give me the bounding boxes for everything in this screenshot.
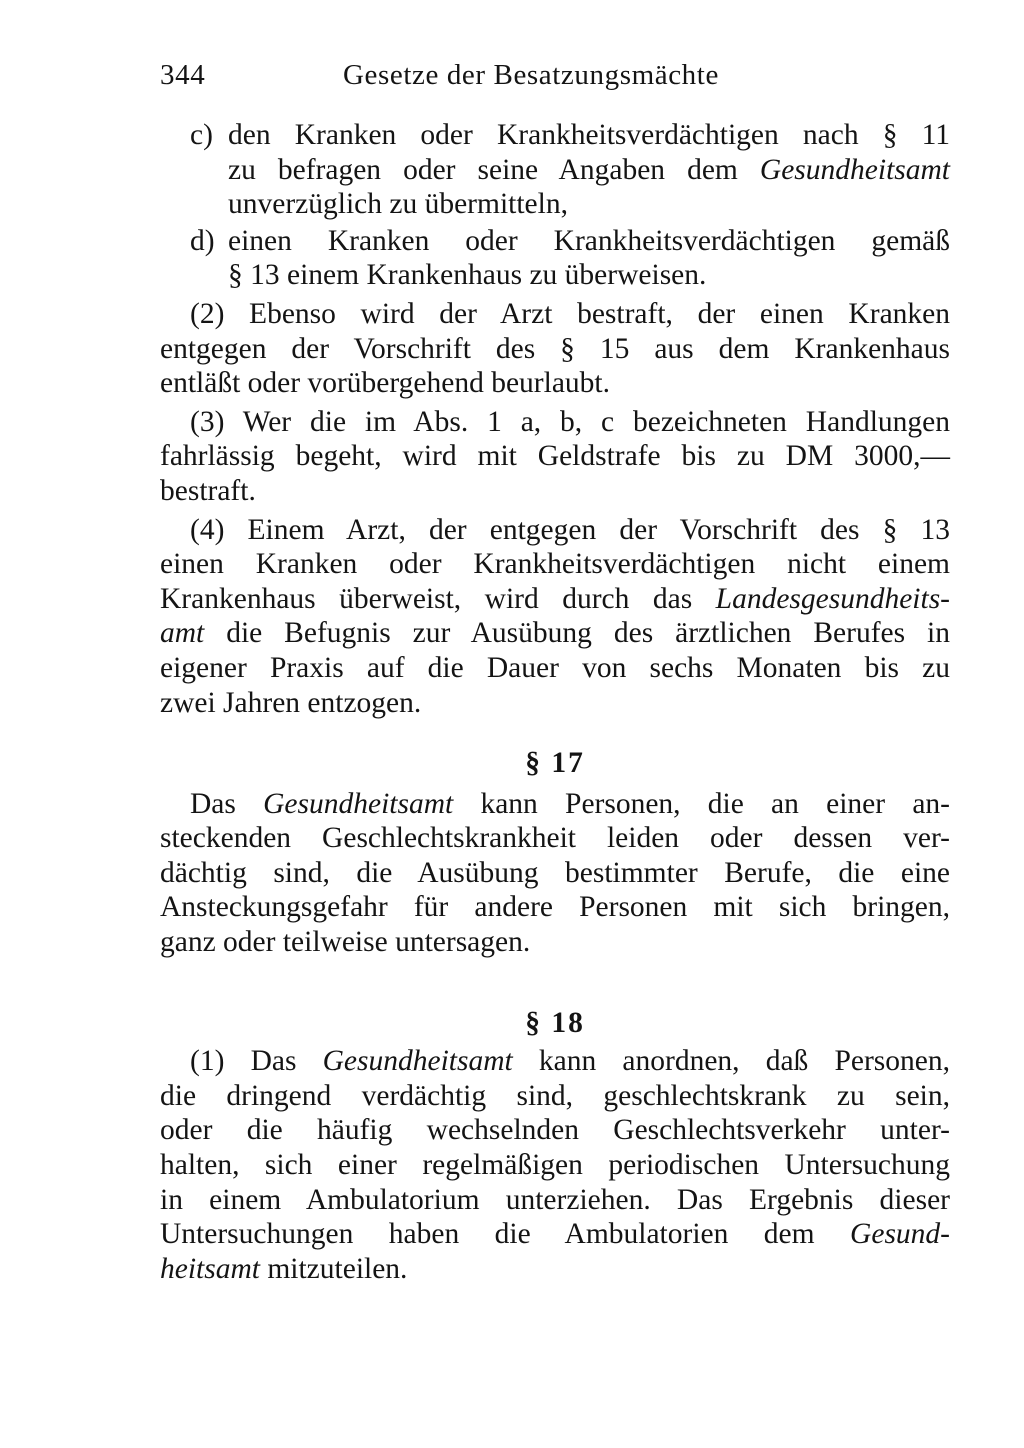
emphasis-gesund: Gesund- (850, 1218, 950, 1251)
section-18-line-4: halten, sich einer regelmäßigen periodischen Untersuchung (160, 1149, 950, 1182)
paragraph-3-line-3: bestraft. (160, 474, 256, 507)
item-c-line-2: zu befragen oder seine Angaben dem Gesundheitsamt (228, 153, 950, 186)
book-page (160, 58, 950, 1286)
paragraph-4-line-1: (4) Einem Arzt, der entgegen der Vorschrift des § 13 (190, 513, 950, 546)
emphasis-gesundheitsamt: Gesundheitsamt (759, 153, 950, 186)
section-17-line-4: Ansteckungsgefahr für andere Personen mit sich bringen, (160, 891, 950, 924)
paragraph-4 (160, 513, 950, 721)
paragraph-4-line-6: zwei Jahren entzogen. (160, 686, 422, 719)
list-item-c (160, 118, 950, 222)
paragraph-2-line-3: entläßt oder vorübergehend beurlaubt. (160, 367, 610, 400)
section-17-line-3: dächtig sind, die Ausübung bestimmter Berufe, die eine (160, 856, 950, 889)
item-c-line-3: unverzüglich zu übermitteln, (228, 188, 568, 221)
item-d-line-1: d) einen Kranken oder Krankheitsverdächtigen gemäß (190, 224, 950, 257)
running-header (160, 58, 950, 94)
emphasis-gesundheitsamt: Gesundheitsamt (263, 787, 454, 820)
emphasis-amt: amt (160, 617, 205, 650)
emphasis-landesgesundheitsamt: Landesgesundheits- (715, 582, 950, 615)
list-item-d (160, 224, 950, 293)
section-18-line-5: in einem Ambulatorium unterziehen. Das Ergebnis dieser (160, 1183, 950, 1216)
section-18-line-7: heitsamt mitzuteilen. (160, 1252, 408, 1285)
paragraph-4-line-4: amt die Befugnis zur Ausübung des ärztlichen Berufes in (160, 617, 950, 650)
paragraph-4-line-2: einen Kranken oder Krankheitsverdächtigen nicht einem (160, 548, 950, 581)
emphasis-gesundheitsamt: Gesundheitsamt (322, 1045, 513, 1078)
paragraph-4-line-3: Krankenhaus überweist, wird durch das Landesgesundheits- (160, 582, 950, 615)
paragraph-3-line-1: (3) Wer die im Abs. 1 a, b, c bezeichneten Handlungen (190, 405, 950, 438)
section-heading-17: § 17 (525, 747, 585, 780)
running-title: Gesetze der Besatzungsmächte (343, 59, 719, 91)
paragraph-2-line-1: (2) Ebenso wird der Arzt bestraft, der einen Kranken (190, 297, 950, 330)
item-c-line-1: c) den Kranken oder Krankheitsverdächtigen nach § 11 (190, 119, 950, 151)
section-17-line-1: Das Gesundheitsamt kann Personen, die an einer an- (190, 787, 950, 820)
paragraph-4-line-5: eigener Praxis auf die Dauer von sechs Monaten bis zu (160, 651, 950, 684)
section-17-body (160, 787, 950, 960)
section-17-line-2: steckenden Geschlechtskrankheit leiden oder dessen ver- (160, 822, 950, 855)
item-d-marker: d) (190, 224, 215, 257)
item-d-line-2: § 13 einem Krankenhaus zu überweisen. (228, 259, 707, 292)
page-number: 344 (160, 59, 206, 91)
item-c-marker: c) (190, 119, 213, 151)
section-18-line-2: die dringend verdächtig sind, geschlechtskrank zu sein, (160, 1079, 950, 1112)
paragraph-3 (160, 405, 950, 509)
paragraph-2 (160, 297, 950, 401)
emphasis-heitsamt: heitsamt (160, 1252, 260, 1285)
section-18-line-6: Untersuchungen haben die Ambulatorien dem Gesund- (160, 1218, 950, 1251)
paragraph-2-line-2: entgegen der Vorschrift des § 15 aus dem Krankenhaus (160, 332, 950, 365)
section-17-line-5: ganz oder teilweise untersagen. (160, 926, 531, 959)
section-18-body (160, 1044, 950, 1286)
section-18-line-1: (1) Das Gesundheitsamt kann anordnen, daß Personen, (190, 1045, 950, 1078)
section-18-line-3: oder die häufig wechselnden Geschlechtsverkehr unter- (160, 1114, 950, 1147)
paragraph-3-line-2: fahrlässig begeht, wird mit Geldstrafe bis zu DM 3000,— (160, 440, 950, 473)
section-heading-18: § 18 (525, 1006, 585, 1039)
